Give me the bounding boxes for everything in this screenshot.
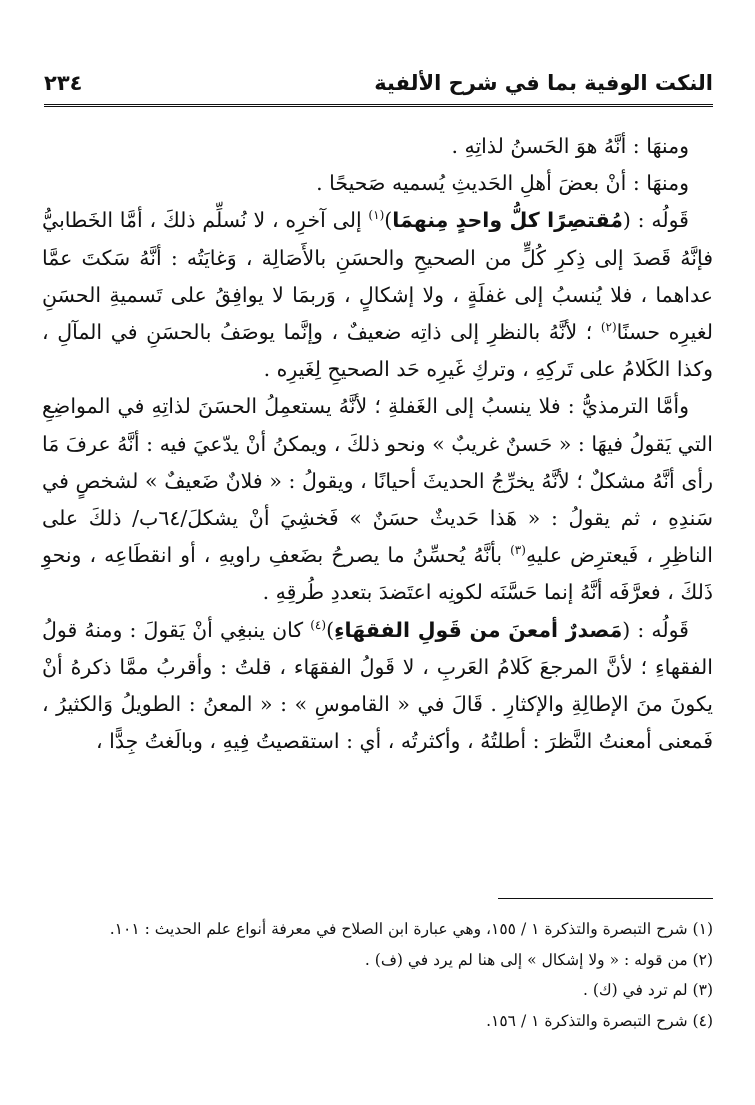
paragraph-5-text: كان ينبغِي أنْ يَقولَ : ومنهُ قولُ الفقهاءِ ؛ لأنَّ المرجعَ كَلامُ العَربِ ، لا قَولُ الفقهَاء ، قلتُ : وأقربُ ممَّا ذكرهُ أنْ يكونَ منَ الإطالِةِ والإكثارِ . قَالَ في « القاموسِ » : « المعنُ : الطويلُ وَالكثيرُ ، فَمعنى أمعنتُ النَّظرَ : أطلتُهُ ، وأكثرتُه ، أي : استقصيتُ فِيهِ ، وبالَغتُ جِدًّا ،	[42, 617, 713, 754]
running-title: النكت الوفية بما في شرح الألفية	[374, 71, 713, 95]
footnote-ref-1: (١)	[368, 208, 385, 223]
header-rule	[44, 104, 713, 107]
quoted-phrase: مَصدرٌ أمعنَ من قَولِ الفقهَاءِ	[334, 617, 623, 642]
paragraph-4-text: وأمَّا الترمذيُّ : فلا ينسبُ إلى الغَفلةِ ؛ لأنَّهُ يستعمِلُ الحسَنَ لذاتِهِ في المواضِعِ التي يَقولُ فيهَا : « حَسنٌ غريبٌ » ونحو ذلكَ ، ويمكنُ أنْ يدّعيَ فيه : أنَّهُ عرفَ مَا رأى أنَّهُ مشكلٌ ؛ لأنَّهُ يخرِّجُ الحديثَ أحيانًا ، ويقولُ : « فلانٌ ضَعيفٌ » لشخصٍ في سَندِهِ ، ثم يقولُ : « هَذا حَديثٌ حسَنٌ » فَخشِيَ أنْ يشكلَ/٦٤ب/ ذلكَ على الناظِرِ ، فَيعترِض عليهِ	[42, 394, 713, 568]
footnote-ref-3: (٣)	[510, 543, 526, 558]
paragraph-3-tail: ؛ لأنَّهُ بالنظرِ إلى ذاتِه ضعيفٌ ، وإنَّما يوصَفُ بالحسَنِ في المآلِ ، وكذا الكَلامُ على تَركِهِ ، وتركِ غَيرِه حَد الصحيحِ لِغَيرِه .	[42, 320, 713, 382]
footnote-ref-4: (٤)	[310, 617, 327, 632]
paragraph-1: ومنهَا : أنَّهُ هوَ الحَسنُ لذاتِهِ .	[451, 134, 689, 158]
paragraph-2: ومنهَا : أنْ بعضَ أهلِ الحَديثِ يُسميه صَحيحًا .	[316, 171, 689, 196]
running-head	[44, 62, 713, 104]
paragraph-5	[42, 612, 713, 761]
quoted-phrase: مُقتصِرًا كلُّ واحدٍ مِنهمَا	[392, 208, 623, 233]
quote-open: قَولُه : (	[622, 208, 689, 233]
quote-close: )	[326, 617, 335, 642]
footnote-2: (٢) من قوله : « ولا إشكال » إلى هنا لم يرد في (ف) .	[364, 950, 713, 969]
footnote-4: (٤) شرح التبصرة والتذكرة ١ / ١٥٦.	[486, 1011, 713, 1030]
quote-close: )	[384, 208, 393, 233]
footnote-ref-2: (٢)	[600, 320, 617, 335]
paragraph-3-text: إلى آخرِه ، لا نُسلِّم ذلكَ ، أمَّا الخَطابيُّ فإنَّهُ قَصدَ إلى ذِكرِ كُلٍّ من الصحيحِ والحسَنِ بالأَصَالِة ، وَغايَتُه : أنَّهُ سَكتَ عمَّا عداهما ، فلا يُنسبُ إلى غفلَةٍ ، ولا إشكالٍ ، وَربمَا لا يوافِقُ على تَسميةِ الحسَنِ لغيرِه حسنًا	[42, 208, 713, 345]
paragraph-4	[42, 388, 713, 611]
footnote-1: (١) شرح التبصرة والتذكرة ١ / ١٥٥، وهي عبارة ابن الصلاح في معرفة أنواع علم الحديث : ١٠١.	[109, 920, 713, 938]
main-text	[42, 128, 713, 760]
page-number: ٢٣٤	[44, 71, 83, 95]
quote-open: قَولُه : (	[622, 617, 689, 642]
paragraph-4-tail: بأنَّهُ يُحسِّنُ ما يصرحُ بضَعفِ راويهِ ، أو انقطَاعِه ، ونحوِ ذَلكَ ، فعرَّفَه أنَّهُ إنما حَسَّنَه لكونِه اعتَضدَ بتعددِ طُرقِهِ .	[42, 543, 713, 605]
footnotes	[30, 914, 713, 1036]
footnote-rule	[498, 898, 713, 899]
paragraph-3	[42, 202, 713, 388]
footnote-3: (٣) لم ترد في (ك) .	[582, 981, 713, 999]
